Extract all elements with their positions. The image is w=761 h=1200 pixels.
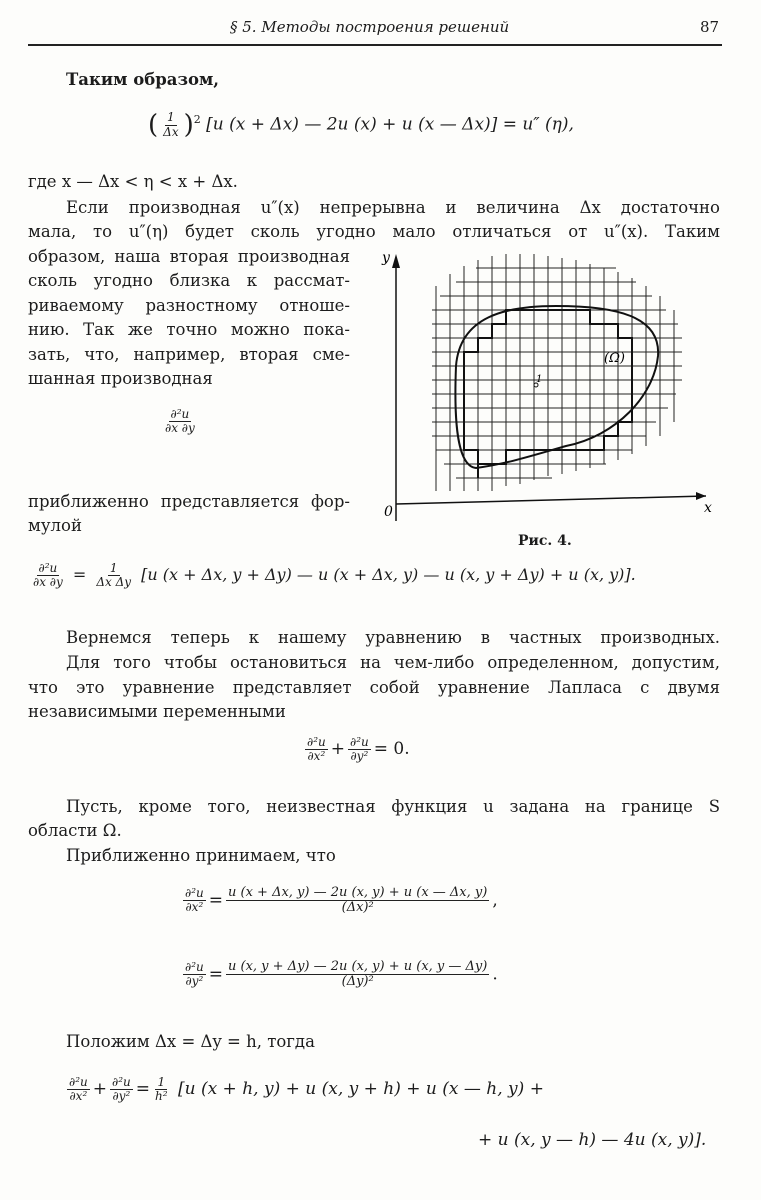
eq1-frac-num: 1 (167, 110, 175, 125)
eq5-t1-den: ∂x² (69, 1089, 88, 1104)
eq3-rhs-num: u (x + Δx, y) — 2u (x, y) + u (x — Δx, y) (228, 885, 488, 900)
eq4-lhs-num: ∂²u (185, 960, 204, 975)
y-axis-label: y (382, 250, 390, 266)
point-label: 1 (536, 374, 543, 385)
eq2-lhs-den: ∂x ∂y (33, 575, 63, 590)
header-rule (28, 44, 722, 46)
laplace-rhs: = 0. (373, 739, 410, 760)
para7: Положим Δx = Δy = h, тогда (66, 1032, 315, 1051)
eq2-body: [u (x + Δx, y + Δy) — u (x + Δx, y) — u (x, y + Δy) + u (x, y)]. (141, 565, 636, 585)
para3-line1: приближенно представляется фор- (28, 492, 350, 511)
equation-5-line2: + u (x, y — h) — 4u (x, y)]. (478, 1130, 707, 1150)
para2-wrap-5: зать, что, например, вторая сме- (28, 345, 350, 364)
eq4-rhs-num: u (x, y + Δy) — 2u (x, y) + u (x, y — Δy) (228, 959, 488, 974)
para2-line1: Если производная u″(x) непрерывна и величина Δx достаточно (66, 198, 720, 217)
para4-line4: независимыми переменными (28, 702, 286, 721)
eq5-t2-num: ∂²u (112, 1075, 131, 1089)
para5-line2: области Ω. (28, 821, 122, 840)
equation-5-line1: $\frac{\text{∂²u}}{\text{∂x²}}$ + $\frac{\text{∂²u}}{\text{∂y²}}$ = $\frac{1}{\text{h²}}$ [u (x + h, y) + u (x, y + h) + u (x — h, y) + (69, 1075, 544, 1104)
eq5-line1-body: [u (x + h, y) + u (x, y + h) + u (x — h, y) + (177, 1079, 544, 1100)
eq4-rhs-den: (Δy)² (341, 974, 374, 990)
para2-wrap-1: образом, наша вторая производная (28, 247, 350, 266)
laplace-equation: $\frac{\text{∂²u}}{\text{∂x²}}$ + $\frac{\text{∂²u}}{\text{∂y²}}$ = 0. (307, 735, 410, 764)
x-axis (396, 496, 706, 504)
eq3-rhs-den: (Δx)² (341, 900, 374, 916)
equation-4: $\frac{\text{∂²u}}{\text{∂y²}}$ = $\frac{u (x, y + \Delta y) — 2u (x, y) + u (x, y — \Delta y)}{\text{(Δy)²}}$ . (185, 959, 498, 990)
eq4-tail: . (492, 964, 498, 985)
eq3-tail: , (492, 890, 498, 911)
para2-wrap-4: нию. Так же точно можно пока- (28, 320, 350, 339)
equation-2: $\frac{\text{∂²u}}{\partial x \partial y}$ = $\frac{1}{\text{Δx Δy}}$ [u (x + Δx, y + Δy) — u (x + Δx, y) — u (x, y + Δy) + u (x, y)]. (33, 561, 636, 590)
para2-wrap-2: сколь угодно близка к рассмат- (28, 271, 350, 290)
eq5-t2-den: ∂y² (112, 1089, 131, 1104)
region-boundary-curve (455, 306, 658, 468)
para4-line1: Вернемся теперь к нашему уравнению в частных производных. (66, 628, 720, 647)
para2-wrap-6: шанная производная (28, 369, 213, 388)
eq5-t1-num: ∂²u (69, 1075, 88, 1089)
eq2-c-den: Δx Δy (96, 575, 132, 590)
mixed-num: ∂²u (170, 407, 190, 421)
eq2-lhs-num: ∂²u (38, 561, 58, 575)
running-header-title: § 5. Методы построения решений (230, 18, 510, 36)
para3-line2: мулой (28, 516, 82, 535)
page-number: 87 (700, 18, 720, 36)
para2-line2: мала, то u″(η) будет сколь угодно мало отличаться от u″(x). Таким (28, 222, 720, 241)
laplace-t1-num: ∂²u (307, 735, 326, 749)
origin-label: 0 (384, 504, 393, 520)
para5-line1: Пусть, кроме того, неизвестная функция u задана на границе S (66, 797, 720, 816)
eq5-c-num: 1 (157, 1075, 166, 1089)
eq1-body: [u (x + Δx) — 2u (x) + u (x — Δx)] = u″ (η), (206, 114, 574, 135)
eq3-lhs-den: ∂x² (185, 900, 204, 915)
x-axis-label: x (704, 500, 712, 516)
region-label: (Ω) (604, 351, 625, 366)
equation-3: $\frac{\text{∂²u}}{\text{∂x²}}$ = $\frac{u (x + \Delta x, y) — 2u (x, y) + u (x — \Delta x, y)}{\text{(Δx)²}}$ , (185, 885, 498, 916)
mixed-den: ∂x ∂y (165, 421, 195, 436)
laplace-t2-den: ∂y² (350, 749, 369, 764)
y-axis-arrow (392, 254, 400, 268)
where-line: где x — Δx < η < x + Δx. (28, 172, 238, 191)
laplace-t1-den: ∂x² (307, 749, 326, 764)
eq1-frac-den: Δx (163, 124, 179, 139)
eq5-c-den: h² (155, 1089, 168, 1104)
para4-line2: Для того чтобы остановиться на чем-либо определенном, допустим, (66, 653, 720, 672)
figure-grid-region (356, 246, 716, 536)
mixed-derivative (160, 408, 200, 435)
eq3-lhs-num: ∂²u (185, 886, 204, 901)
para4-line3: что это уравнение представляет собой уравнение Лапласа с двумя (28, 678, 720, 697)
eq4-lhs-den: ∂y² (185, 974, 204, 989)
grid-lines (432, 254, 682, 491)
para2-wrap-3: риваемому разностному отноше- (28, 296, 350, 315)
equation-1: ( $\frac{1}{\Delta x}$ )$^2$ [u (x + Δx) — 2u (x) + u (x — Δx)] = u″ (η), (148, 110, 574, 140)
x-axis-arrow (696, 492, 706, 500)
laplace-t2-num: ∂²u (350, 735, 369, 749)
figure-caption: Рис. 4. (518, 533, 572, 549)
paragraph-intro: Таким образом, (66, 70, 220, 89)
eq2-c-num: 1 (109, 561, 118, 575)
para6: Приближенно принимаем, что (66, 846, 336, 865)
